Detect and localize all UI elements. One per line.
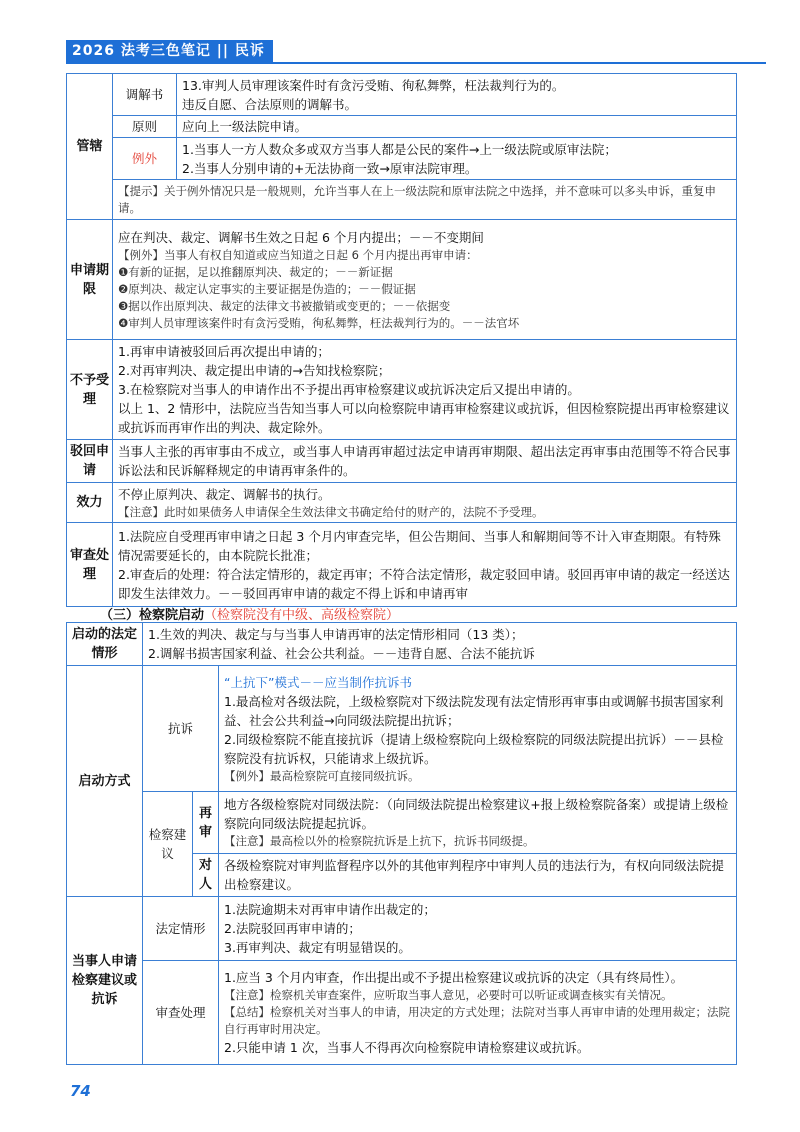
handle-cell bbox=[219, 961, 737, 1065]
protest-cell bbox=[219, 666, 737, 792]
section-title: （三）检察院启动 bbox=[100, 608, 205, 623]
effect-line-1: 不停止原判决、裁定、调解书的执行。 bbox=[118, 486, 331, 502]
party-label: 当事人申请检察建议或抗诉 bbox=[67, 897, 143, 1065]
legal-label: 法定情形 bbox=[143, 897, 219, 961]
person-label: 对人 bbox=[193, 854, 219, 897]
review-line-2: 2.审查后的处理：符合法定情形的，裁定再审；不符合法定情形，裁定驳回申请。驳回再审申请的裁定一经送达即发生法律效力。－－驳回再审申请的裁定不得上诉和申请再审 bbox=[118, 566, 730, 601]
header-rule bbox=[66, 62, 766, 64]
principle-label: 原则 bbox=[113, 116, 177, 138]
period-line-3: ❶有新的证据，足以推翻原判决、裁定的；－－新证据 bbox=[118, 264, 393, 279]
exception-line-1: 1.当事人一方人数众多或双方当事人都是公民的案件→上一级法院或原审法院； bbox=[182, 141, 617, 157]
review-line-1: 1.法院应自受理再审申请之日起 3 个月内审查完毕，但公告期间、当事人和解期间等不计入审查期限。有特殊情况需要延长的，由本院院长批准； bbox=[118, 528, 721, 563]
noaccept-line-3: 3.在检察院对当事人的申请作出不予提出再审检察建议或抗诉决定后又提出申请的。 bbox=[118, 382, 580, 397]
exception-label: 例外 bbox=[113, 138, 177, 180]
section-note: （检察院没有中级、高级检察院） bbox=[204, 608, 400, 623]
protest-line-2: 2.同级检察院不能直接抗诉（提请上级检察院向上级检察院的同级法院提出抗诉）－－县检察院没有抗诉权，只能请求上级抗诉。 bbox=[224, 731, 724, 766]
procuratorate-table bbox=[66, 622, 737, 1065]
period-line-6: ❹审判人员审理该案件时有贪污受贿，徇私舞弊，枉法裁判行为的。－－法官坏 bbox=[118, 315, 520, 330]
legal-line-1: 1.法院逾期未对再审申请作出裁定的； bbox=[224, 902, 436, 917]
retrial-label: 再审 bbox=[193, 792, 219, 854]
handle-label: 审查处理 bbox=[143, 961, 219, 1065]
effect-note: 【注意】此时如果债务人申请保全生效法律文书确定给付的财产的，法院不予受理。 bbox=[118, 504, 544, 519]
legal-line-2: 2.法院驳回再审申请的； bbox=[224, 921, 361, 936]
handle-note-2: 【总结】检察机关对当事人的申请，用决定的方式处理；法院对当事人再审申请的处理用裁定；法院自行再审时用决定。 bbox=[224, 1005, 730, 1036]
noaccept-label: 不予受理 bbox=[67, 340, 113, 440]
mediation-line-2: 违反自愿、合法原则的调解书。 bbox=[182, 96, 358, 112]
principle-text: 应向上一级法院申请。 bbox=[177, 116, 737, 138]
exception-line-2: 2.当事人分别申请的+无法协商一致→原审法院审理。 bbox=[182, 160, 478, 176]
legal-cell bbox=[219, 897, 737, 961]
review-label: 审查处理 bbox=[67, 523, 113, 607]
section-heading bbox=[100, 604, 399, 623]
handle-line-1: 1.应当 3 个月内审查，作出提出或不予提出检察建议或抗诉的决定（具有终局性）。 bbox=[224, 970, 684, 985]
retrial-line-1: 地方各级检察院对同级法院：（向同级法院提出检察建议+报上级检察院备案）或提请上级检察院向同级法院提起抗诉。 bbox=[224, 797, 729, 831]
mediation-cell bbox=[177, 74, 737, 116]
effect-label: 效力 bbox=[67, 483, 113, 523]
legal-line-3: 3.再审判决、裁定有明显错误的。 bbox=[224, 940, 411, 955]
page-header bbox=[66, 40, 766, 62]
case-line-1: 1.生效的判决、裁定与与当事人申请再审的法定情形相同（13 类）； bbox=[148, 627, 524, 642]
review-cell bbox=[113, 523, 737, 607]
period-cell bbox=[113, 220, 737, 340]
noaccept-line-1: 1.再审申请被驳回后再次提出申请的； bbox=[118, 344, 330, 359]
period-label: 申请期限 bbox=[67, 220, 113, 340]
protest-line-3: 【例外】最高检察院可直接同级抗诉。 bbox=[224, 768, 420, 783]
retrial-note: 【注意】最高检以外的检察院抗诉是上抗下，抗诉书同级提。 bbox=[224, 834, 535, 848]
protest-label: 抗诉 bbox=[143, 666, 219, 792]
period-line-1: 应在判决、裁定、调解书生效之日起 6 个月内提出；－－不变期间 bbox=[118, 229, 484, 245]
jurisdiction-tip: 【提示】关于例外情况只是一般规则，允许当事人在上一级法院和原审法院之中选择，并不意味可以多头申诉，重复申请。 bbox=[113, 180, 737, 220]
noaccept-line-4: 以上 1、2 情形中，法院应当告知当事人可以向检察院申请再审检察建议或抗诉，但因检察院提出再审检察建议或抗诉而再审作出的判决、裁定除外。 bbox=[118, 401, 730, 435]
mediation-label: 调解书 bbox=[113, 74, 177, 116]
case-line-2: 2.调解书损害国家利益、社会公共利益。－－违背自愿、合法不能抗诉 bbox=[148, 646, 535, 661]
period-line-2: 【例外】当事人有权自知道或应当知道之日起 6 个月内提出再审申请： bbox=[118, 247, 478, 262]
page-number: 74 bbox=[70, 1082, 91, 1100]
mediation-line-1: 13.审判人员审理该案件时有贪污受贿、徇私舞弊，枉法裁判行为的。 bbox=[182, 77, 565, 93]
suggest-label: 检察建议 bbox=[143, 792, 193, 897]
header-title: 2026 法考三色笔记 || 民诉 bbox=[66, 40, 273, 62]
case-label: 启动的法定情形 bbox=[67, 623, 143, 666]
retrial-cell bbox=[219, 792, 737, 854]
exception-cell bbox=[177, 138, 737, 180]
person-text: 各级检察院对审判监督程序以外的其他审判程序中审判人员的违法行为，有权向同级法院提出检察建议。 bbox=[219, 854, 737, 897]
method-label: 启动方式 bbox=[67, 666, 143, 897]
reject-text: 当事人主张的再审事由不成立，或当事人申请再审超过法定申请再审期限、超出法定再审事由范围等不符合民事诉讼法和民诉解释规定的申请再审条件的。 bbox=[113, 440, 737, 483]
period-line-4: ❷原判决、裁定认定事实的主要证据是伪造的；－－假证据 bbox=[118, 281, 416, 296]
jurisdiction-label: 管辖 bbox=[67, 74, 113, 220]
effect-cell bbox=[113, 483, 737, 523]
noaccept-line-2: 2.对再审判决、裁定提出申请的→告知找检察院； bbox=[118, 363, 391, 378]
reject-label: 驳回申请 bbox=[67, 440, 113, 483]
noaccept-cell bbox=[113, 340, 737, 440]
retrial-application-table bbox=[66, 73, 737, 607]
handle-line-2: 2.只能申请 1 次，当事人不得再次向检察院申请检察建议或抗诉。 bbox=[224, 1040, 590, 1055]
case-cell bbox=[143, 623, 737, 666]
handle-note-1: 【注意】检察机关审查案件，应听取当事人意见，必要时可以听证或调查核实有关情况。 bbox=[224, 988, 673, 1002]
protest-line-1: 1.最高检对各级法院，上级检察院对下级法院发现有法定情形再审事由或调解书损害国家利益、社会公共利益→向同级法院提出抗诉； bbox=[224, 693, 724, 728]
period-line-5: ❸据以作出原判决、裁定的法律文书被撤销或变更的；－－依据变 bbox=[118, 298, 451, 313]
protest-line-0: “上抗下”模式－－应当制作抗诉书 bbox=[224, 674, 412, 690]
